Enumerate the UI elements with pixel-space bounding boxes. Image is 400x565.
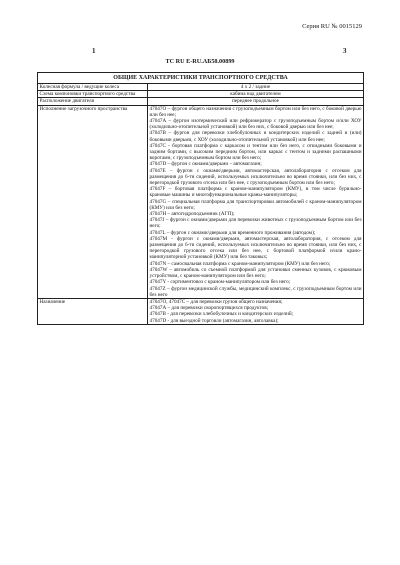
list-item: 47047С - бортовая платформа с каркасом и тентом или без него, с откидными боковыми и задним бортами, с высоким передним бортом, или каркас с тентом и задними распашными воротами, с грузоподъемным бортом или без него; bbox=[149, 142, 362, 162]
list-item: 47047L – фургон с окнами/дверьми для временного проживания (автодом); bbox=[149, 229, 316, 236]
row-label-layout: Схема компоновки транспортного средства bbox=[38, 91, 148, 98]
table-row bbox=[38, 91, 364, 98]
table-row bbox=[38, 105, 364, 298]
list-item: 47047W – автомобиль со съемной платформой для установки сменных кузовов, с крюковым устройством, с краном-манипулятором или без него; bbox=[149, 266, 362, 280]
list-item: 47047H – автогидроподъемник (АГП); bbox=[149, 211, 235, 218]
row-label-engine-position: Расположение двигателя bbox=[38, 98, 148, 105]
list-item: 47047J – фургон с окнами/дверьми для перевозки животных с грузоподъемным бортом или без него; bbox=[149, 217, 362, 230]
list-item: 47047D – фургон с окнами/дверьми – автомагазин; bbox=[149, 161, 262, 168]
characteristics-table bbox=[37, 72, 364, 325]
page-number-right: 3 bbox=[343, 47, 347, 55]
section-title: ОБЩИЕ ХАРАКТЕРИСТИКИ ТРАНСПОРТНОГО СРЕДСТВА bbox=[38, 73, 364, 84]
list-item: 47047А – фургон изотермический или рефрижератор с грузоподъемным бортом и/или ХОУ (холодильно-отопительной установкой) или без них, с боковой дверью или без нее; bbox=[149, 118, 362, 131]
table-row bbox=[38, 98, 364, 105]
row-label-cargo-space: Исполнение загрузочного пространства bbox=[38, 105, 148, 298]
list-item: 47047Y - сортиментовоз с краном-манипулятором или без него; bbox=[149, 279, 291, 286]
row-value-layout: кабина над двигателем bbox=[148, 91, 364, 98]
row-value-engine-position: переднее продольное bbox=[148, 98, 364, 105]
row-value-purpose bbox=[148, 298, 364, 324]
list-item: 47047D - для выездной торговли (автомагазин, автолавка); bbox=[149, 317, 279, 324]
list-item: 47047О – фургон общего назначения с грузоподъемным бортом или без него, с боковой дверью или без нее; bbox=[149, 105, 362, 118]
row-value-cargo-space bbox=[148, 105, 364, 298]
list-item: 47047G – специальная платформа для транспортировки автомобилей с краном-манипулятором (КМУ) или без него; bbox=[149, 198, 362, 211]
table-row bbox=[38, 298, 364, 324]
list-item: 47047F – бортовая платформа с краном-манипулятором (КМУ), в том числе бурильно-крановые машины и многофункциональные краны-манипуляторы; bbox=[149, 186, 362, 199]
list-item: 47047В - для перевозки хлебобулочных и кондитерских изделий; bbox=[149, 311, 294, 318]
list-item: 47047N – самосвальная платформа с краном-манипулятором (КМУ) или без него; bbox=[149, 260, 331, 267]
page-number-left: 1 bbox=[92, 47, 96, 55]
list-item: 47047М - фургон с окнами/дверьми, автомастерская, автолаборатория, с отсеком для размещения до 6-ти сидений, используемых исключительно во время стоянки, или без них, с перегородкой грузового отсека или без нее, с бортовой платформой и/или крано-манипуляторной установкой (КМУ) или без таковых; bbox=[149, 235, 362, 261]
table-row bbox=[38, 84, 364, 91]
row-value-wheel-formula: 4 х 2 / задние bbox=[148, 84, 364, 91]
list-item: 47047О, 47047С – для перевозки грузов общего назначения; bbox=[149, 298, 283, 305]
list-item: 47047Е – фургон с окнами/дверьми, автомастерская, автолаборатория с отсеком для размещения до 6-ти сидений, используемых исключительно во время стоянки, или без них, с перегородкой грузового отсека или без нее, с грузоподъемным бортом или без него; bbox=[149, 167, 362, 187]
list-item: 47047В – фургон для перевозки хлебобулочных и кондитерских изделий с задней и (или) боковыми дверьми, с ХОУ (холодильно-отопительной установкой) или без нее; bbox=[149, 130, 362, 143]
row-label-purpose: Назначение bbox=[38, 298, 148, 324]
serial-number: Серия RU № 0015129 bbox=[302, 23, 362, 30]
list-item: 47047А – для перевозки скоропортящихся продуктов; bbox=[149, 305, 269, 312]
row-label-wheel-formula: Колесная формула / ведущие колеса bbox=[38, 84, 148, 91]
list-item: 47047Z – фургон медицинской службы, медицинский комплекс, с грузоподъемным бортом или без него bbox=[149, 285, 362, 298]
section-header-row bbox=[38, 73, 364, 84]
certificate-number: TC RU E-RU.АБ58.00899 bbox=[165, 58, 235, 65]
